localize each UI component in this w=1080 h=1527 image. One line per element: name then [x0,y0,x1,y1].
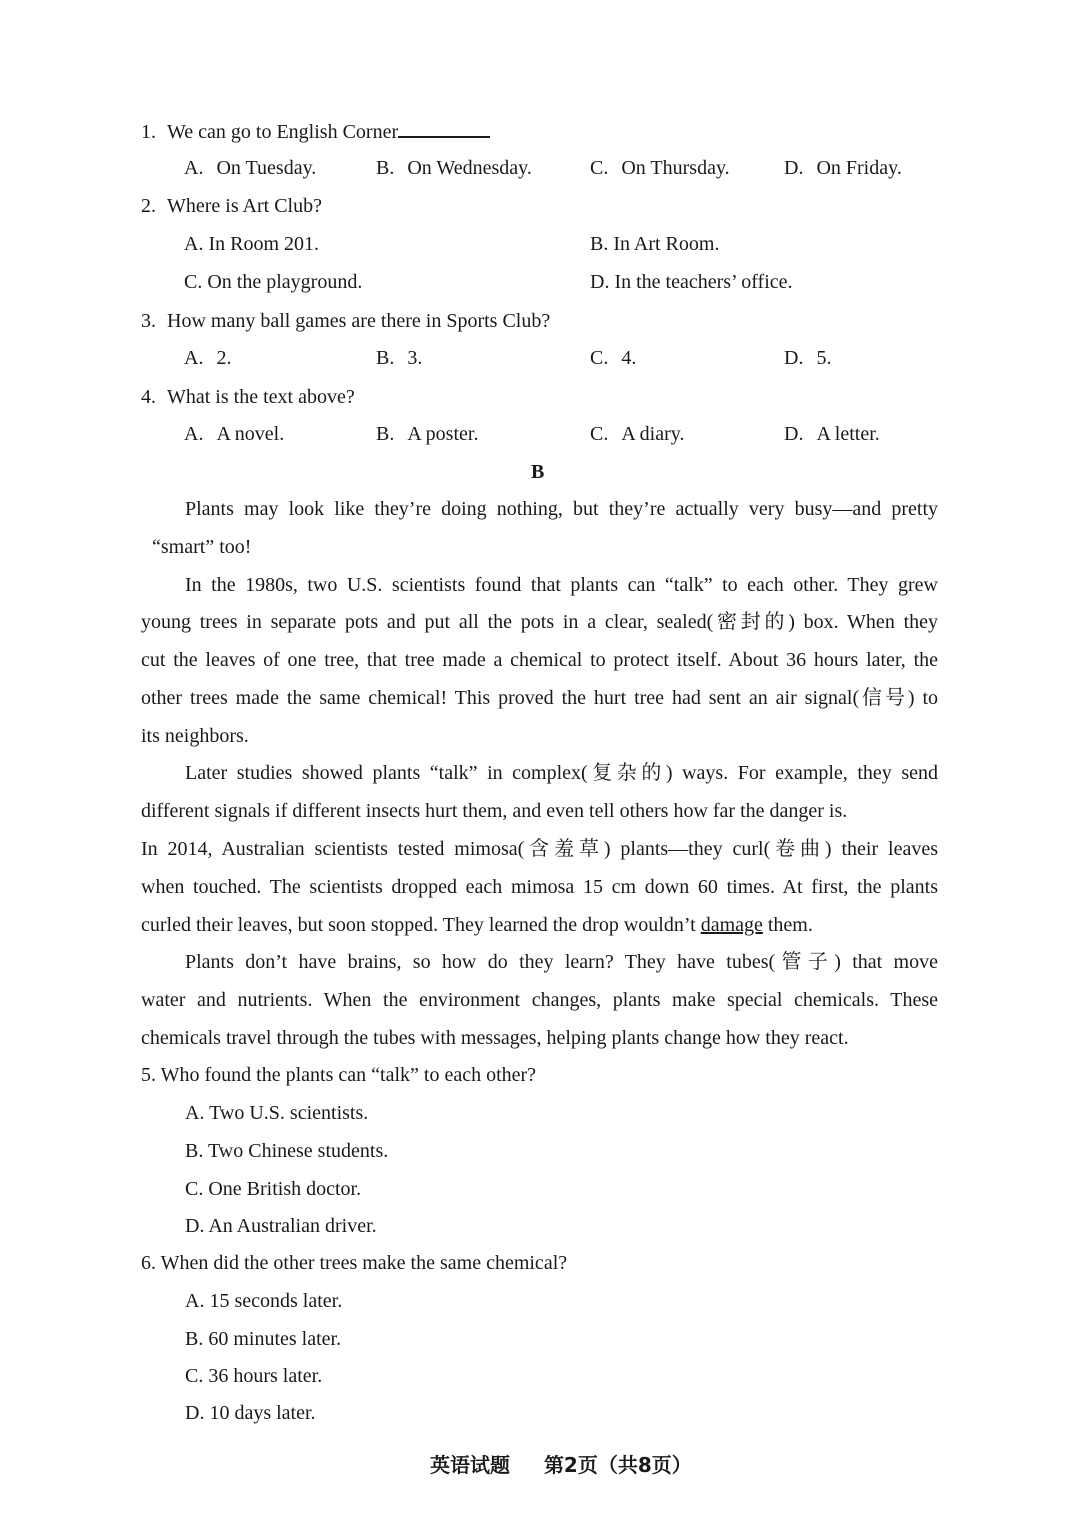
question-number: 4. [141,386,156,408]
option-letter: B. [376,347,395,369]
option-text: In Art Room. [613,233,720,255]
question-3-option-b [376,346,422,370]
option-text: A diary. [621,423,685,445]
option-letter: B. [376,157,395,179]
question-3-stem [141,309,550,333]
option-text: A letter. [816,423,880,445]
question-3-option-a [184,346,231,370]
passage-line: Plants may look like they’re doing nothing, but they’re actually very busy—and pretty [185,498,938,520]
passage-line: chemicals travel through the tubes with messages, helping plants change how they react. [141,1027,849,1049]
question-6-option-d: D. 10 days later. [185,1402,316,1424]
question-2-option-d [590,270,793,294]
question-6-option-b: B. 60 minutes later. [185,1328,342,1350]
question-5-option-d: D. An Australian driver. [185,1215,377,1237]
option-letter: C. [590,157,609,179]
passage-line: young trees in separate pots and put all the pots in a clear, sealed(密封的) box. When they [141,611,938,633]
option-letter: C. [184,271,203,293]
passage-line: Later studies showed plants “talk” in complex(复杂的) ways. For example, they send [185,762,938,784]
passage-line: Plants don’t have brains, so how do they learn? They have tubes(管子) that move [185,951,938,973]
option-letter: C. [590,423,609,445]
footer-page-number: 第2页（共8页） [543,1453,692,1477]
option-text: A novel. [216,423,285,445]
option-text: 2. [216,347,232,369]
option-text: On Tuesday. [216,157,317,179]
question-text: How many ball games are there in Sports Club? [167,310,551,332]
question-1-stem [141,118,490,144]
passage-line: “smart” too! [152,536,252,558]
question-1-option-b [376,156,532,180]
option-letter: B. [376,423,395,445]
option-text: On Thursday. [621,157,730,179]
question-4-option-a [184,422,284,446]
option-letter: D. [784,347,804,369]
question-5-option-b: B. Two Chinese students. [185,1140,389,1162]
question-4-option-d [784,422,880,446]
option-text: 4. [621,347,637,369]
question-text: What is the text above? [167,386,355,408]
option-letter: A. [184,423,204,445]
passage-line: different signals if different insects hurt them, and even tell others how far the danger is. [141,800,848,822]
passage-line: other trees made the same chemical! This proved the hurt tree had sent an air signal(信号) to [141,687,938,709]
question-2-option-c [184,270,362,294]
option-letter: D. [590,271,610,293]
question-1-option-a [184,156,316,180]
passage-text: them. [762,914,813,936]
question-6-option-a: A. 15 seconds later. [185,1290,343,1312]
option-text: 5. [816,347,832,369]
underlined-word: damage [700,914,763,936]
option-letter: B. [590,233,609,255]
option-letter: A. [184,347,204,369]
question-4-option-c [590,422,684,446]
question-1-option-d [784,156,902,180]
passage-line: its neighbors. [141,725,249,747]
passage-line: when touched. The scientists dropped each mimosa 15 cm down 60 times. At first, the plants [141,876,938,898]
option-text: 3. [407,347,423,369]
question-number: 3. [141,310,156,332]
question-5-option-a: A. Two U.S. scientists. [185,1102,369,1124]
answer-blank [398,118,490,138]
question-5-stem: 5. Who found the plants can “talk” to each other? [141,1064,537,1086]
option-text: A poster. [407,423,479,445]
question-4-stem [141,385,355,409]
option-text: In Room 201. [208,233,320,255]
question-6-stem: 6. When did the other trees make the same chemical? [141,1252,568,1274]
passage-line: In 2014, Australian scientists tested mimosa(含羞草) plants—they curl(卷曲) their leaves [141,838,938,860]
question-5-option-c: C. One British doctor. [185,1178,362,1200]
section-b-title: B [531,461,545,483]
passage-line: water and nutrients. When the environment changes, plants make special chemicals. These [141,989,938,1011]
question-text: Where is Art Club? [167,195,322,217]
passage-line: In the 1980s, two U.S. scientists found that plants can “talk” to each other. They grew [185,574,938,596]
question-4-option-b [376,422,478,446]
option-text: In the teachers’ office. [614,271,793,293]
option-text: On the playground. [207,271,363,293]
question-number: 1. [141,121,156,143]
option-letter: D. [784,157,804,179]
footer-subject: 英语试题 [430,1453,510,1477]
option-text: On Wednesday. [407,157,532,179]
question-text: We can go to English Corner [167,121,399,143]
question-6-option-c: C. 36 hours later. [185,1365,323,1387]
question-2-option-a [184,232,319,256]
question-2-stem [141,194,322,218]
option-text: On Friday. [816,157,902,179]
option-letter: D. [784,423,804,445]
passage-line: cut the leaves of one tree, that tree made a chemical to protect itself. About 36 hours later, the [141,649,938,671]
question-3-option-c [590,346,636,370]
question-3-option-d [784,346,831,370]
option-letter: A. [184,157,204,179]
page-footer [430,1453,692,1477]
question-1-option-c [590,156,730,180]
option-letter: A. [184,233,204,255]
question-number: 2. [141,195,156,217]
question-2-option-b [590,232,719,256]
passage-text: curled their leaves, but soon stopped. They learned the drop wouldn’t [141,914,696,936]
passage-line [141,913,813,937]
option-letter: C. [590,347,609,369]
